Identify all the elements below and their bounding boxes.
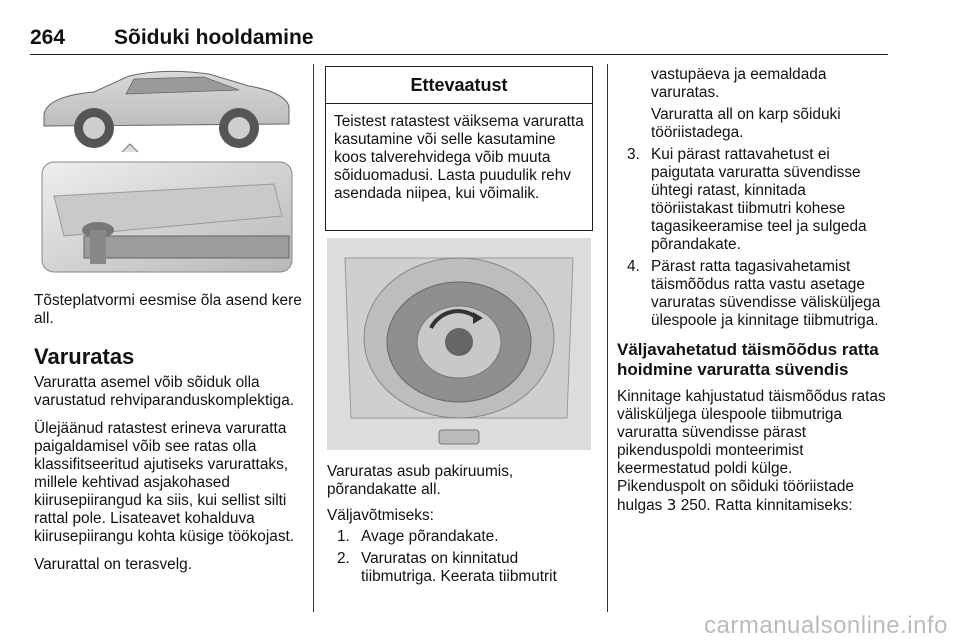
caution-text: Teistest ratastest väiksema varuratta kasutamine või selle kasutamine koos talverehvidega võib muuta sõiduomadusi. Lasta puudulik rehv asendada niipea, kui võimalik. xyxy=(334,113,584,202)
step-number: 3. xyxy=(627,146,640,163)
list-item xyxy=(327,528,597,546)
column-divider-1 xyxy=(313,64,314,612)
step-text: Kui pärast rattavahetust ei paigutata varuratta süvendisse ühtegi ratast, kinnitada tööriistakast tiibmutri kohese tagasikeeramise teel ja sulgeda põrandakate. xyxy=(651,146,867,253)
page-reference-text: 250. Ratta kinnitamiseks: xyxy=(676,497,853,514)
figure-spare-wheel xyxy=(327,238,591,450)
list-item xyxy=(617,146,889,254)
page-number: 264 xyxy=(30,26,66,49)
watermark: carmanualsonline.info xyxy=(704,612,948,639)
step-number: 4. xyxy=(627,258,640,275)
paragraph-storage-2 xyxy=(617,478,889,515)
figure1-caption: Tõsteplatvormi eesmise õla asend kere all. xyxy=(34,292,302,327)
paragraph-1: Varuratta asemel võib sõiduk olla varustatud rehviparanduskomplektiga. xyxy=(34,374,295,409)
list-item xyxy=(617,66,889,102)
page-title: Sõiduki hooldamine xyxy=(114,26,314,49)
list-item xyxy=(327,550,597,586)
list-item xyxy=(617,106,889,142)
removal-steps-continued xyxy=(617,66,889,330)
left-column xyxy=(34,292,304,574)
column-divider-2 xyxy=(607,64,608,612)
middle-column xyxy=(327,463,597,586)
paragraph-3: Varurattal on terasvelg. xyxy=(34,556,192,573)
figure-lift-point xyxy=(34,66,297,276)
removal-label: Väljavõtmiseks: xyxy=(327,507,434,524)
removal-steps xyxy=(327,528,597,586)
section-heading-varuratas: Varuratas xyxy=(34,344,135,369)
list-item xyxy=(617,258,889,330)
step-number: 1. xyxy=(337,528,350,545)
step-number: 2. xyxy=(337,550,350,567)
spare-wheel-illustration xyxy=(327,238,591,450)
step-text: Varuratta all on karp sõiduki tööriistadega. xyxy=(651,106,841,141)
section-heading-storage: Väljavahetatud täismõõdus ratta hoidmine varuratta süvendis xyxy=(617,340,879,379)
page-reference-arrow-icon[interactable]: 3 xyxy=(666,496,677,514)
right-column xyxy=(617,66,889,515)
caution-box xyxy=(325,66,593,231)
paragraph-storage-2-text: Pikenduspolt on sõiduki tööriistade hulgas xyxy=(617,478,854,514)
paragraph-2: Ülejäänud ratastest erineva varuratta paigaldamisel võib see ratas olla klassifitseeritud ajutiseks varurattaks, millele kehtivad asjakohased kiirusepiirangud ka siis, kui sellist silti rattal pole. Lisateavet kohalduva kiirusepiirangu kohta küsige töökojast. xyxy=(34,420,295,545)
step-text: Pärast ratta tagasivahetamist täismõõdus ratta vastu asetage varuratas süvendisse välisküljega ülespoole ja kinnitage tiibmutriga. xyxy=(651,258,881,329)
car-lift-illustration xyxy=(34,66,297,276)
page-header xyxy=(30,24,888,55)
caution-title: Ettevaatust xyxy=(326,67,592,104)
step-text: vastupäeva ja eemaldada varuratas. xyxy=(651,66,827,101)
step-text: Avage põrandakate. xyxy=(361,528,499,545)
step-text: Varuratas on kinnitatud tiibmutriga. Keerata tiibmutrit xyxy=(361,550,557,585)
figure2-caption: Varuratas asub pakiruumis, põrandakatte all. xyxy=(327,463,514,498)
paragraph-storage-1: Kinnitage kahjustatud täismõõdus ratas välisküljega ülespoole tiibmutriga varuratta süvendisse pärast pikenduspoldi monteerimist keermestatud poldi külge. xyxy=(617,388,886,477)
